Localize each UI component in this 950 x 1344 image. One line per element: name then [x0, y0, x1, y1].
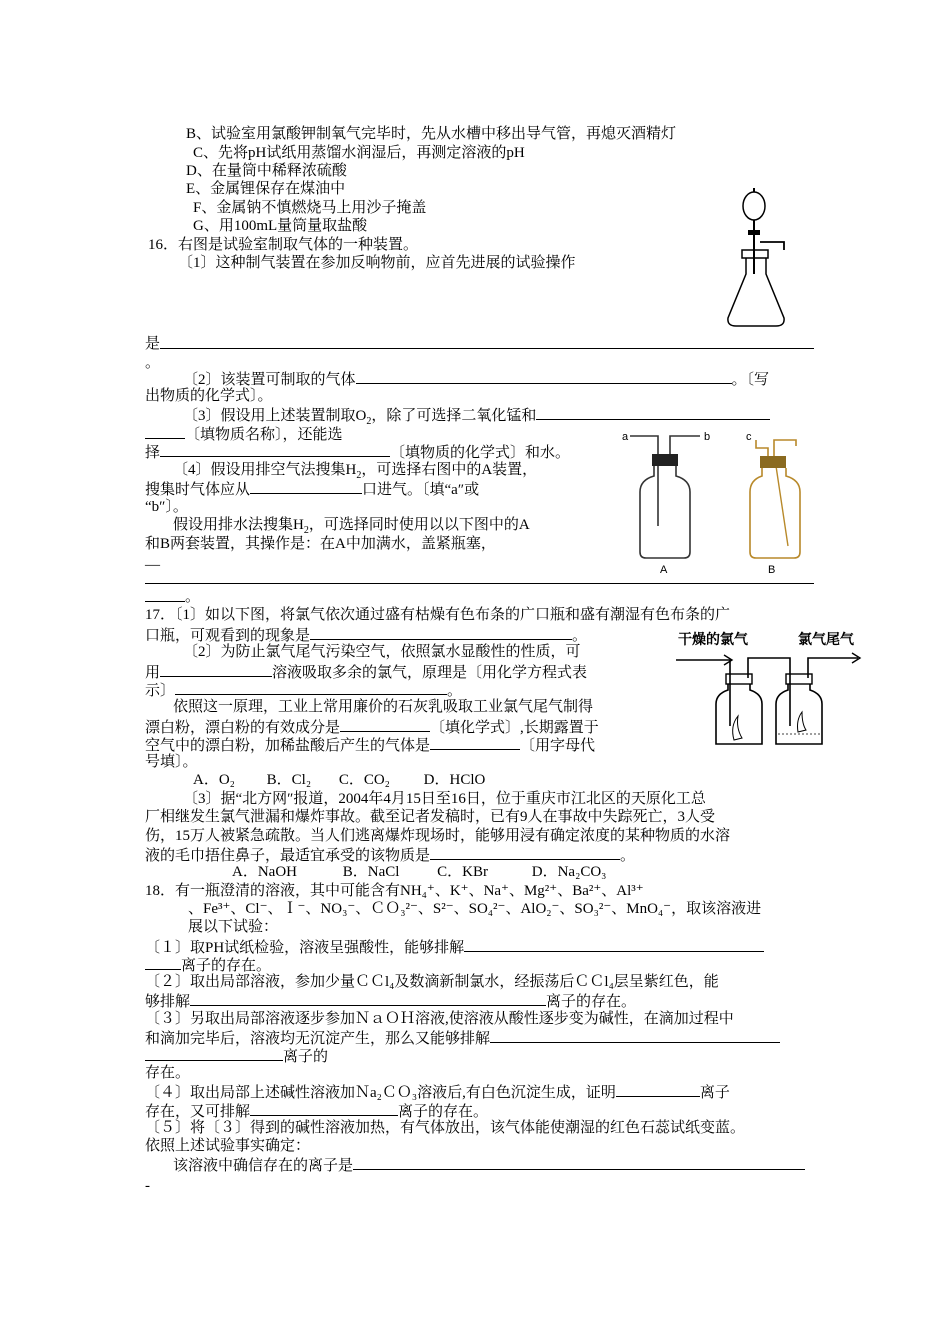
q18-step3-end: 存在。: [145, 1065, 191, 1081]
q17-opt2-c[interactable]: C．KBr: [437, 864, 489, 880]
q18-step5-cont: 依照上述试验事实确定：: [145, 1138, 311, 1154]
fig-label-dry-chlorine: 干燥的氯气: [678, 632, 748, 648]
q18-stem: 18．有一瓶澄清的溶液，其中可能含有NH₄⁺、K⁺、Na⁺、Mg²⁺、Ba²⁺、Al³⁺: [145, 883, 644, 899]
q15-option-e: E、金属锂保存在煤油中: [186, 181, 346, 197]
q16-part5: 假设用排水法搜集$H_2$，可选择同时使用以以下图中的A: [173, 517, 530, 536]
q18-step3-cont: 和滴加完毕后，溶液均无沉淀产生，那么又能够排解: [145, 1028, 780, 1048]
q16-part1-blank[interactable]: [160, 348, 814, 349]
q18-conclusion: 该溶液中确信存在的离子是: [173, 1155, 805, 1175]
bottles-a-b-figure: [618, 426, 814, 576]
q18-step4-blank2[interactable]: [250, 1101, 398, 1116]
q17-part4-l4: 液的毛巾捂住鼻子，最适宜承受的该物质是 。: [145, 845, 635, 865]
q17-option-b[interactable]: B．Cl₂: [266, 772, 312, 788]
q17-opt2-a[interactable]: A．NaOH: [232, 864, 297, 880]
q17-option-d[interactable]: D．HClO: [423, 772, 486, 788]
q17-option-c[interactable]: C．CO₂: [338, 772, 390, 788]
q15-option-d: D、在量筒中稀释浓硫酸: [186, 163, 347, 179]
q16-part2-blank[interactable]: [356, 369, 732, 384]
q18-step4-cont: 存在，又可排解 离子的存在。: [145, 1101, 488, 1121]
q17-option-a[interactable]: A．O₂: [193, 772, 235, 788]
fig-label-b: b: [704, 431, 711, 443]
q17-part4: 〔3〕据“北方网″报道，2004年4月15日至16日，位于重庆市江北区的天原化工总: [183, 791, 706, 807]
q17-part2-cont2: 示〕 。: [145, 680, 462, 700]
q18-end-dash: -: [145, 1178, 150, 1194]
q17-part2-blank1[interactable]: [160, 662, 272, 677]
q17-part3: 依照这一原理，工业上常用廉价的石灰乳吸取工业氯气尾气制得: [173, 699, 594, 715]
q15-option-f: F、金属钠不慎燃烧马上用沙子掩盖: [193, 200, 427, 216]
q18-conclusion-blank[interactable]: [353, 1155, 805, 1170]
q18-step5: 〔５〕将〔３〕得到的碱性溶液加热，有气体放出，该气体能使潮湿的红色石蕊试纸变蓝。: [145, 1120, 746, 1136]
q16-part3-blank1-cont[interactable]: [145, 424, 185, 439]
q17-part4-blank[interactable]: [430, 845, 620, 860]
q17-options: [193, 771, 485, 789]
fig-label-c: c: [746, 431, 752, 443]
q18-step1-blank[interactable]: [464, 937, 764, 952]
gas-generator-flask-figure: [722, 182, 794, 330]
fig-label-chlorine-tail: 氯气尾气: [798, 632, 854, 648]
q17-opt2-b[interactable]: B．NaCl: [342, 864, 400, 880]
q18-step1-cont: 离子的存在。: [145, 955, 271, 975]
q17-part2-blank2[interactable]: [175, 680, 447, 695]
q16-part4-cont: 搜集时气体应从 口进气。〔填“a″或: [145, 479, 479, 499]
q17-part3-blank2[interactable]: [430, 735, 520, 750]
q17-part1: 17．〔1〕如以下图，将氯气依次通过盛有枯燥有色布条的广口瓶和盛有潮湿有色布条的广: [145, 607, 731, 623]
q16-stem: 16．右图是试验室制取气体的一种装置。: [148, 237, 419, 253]
q16-part4-end: “b″〕。: [145, 499, 188, 515]
q18-step4-blank1[interactable]: [616, 1082, 700, 1097]
q18-ions-cont: 展以下试验：: [188, 919, 279, 935]
q18-step3-blank-cont[interactable]: [145, 1046, 283, 1061]
q16-part3-cont: 〔填物质名称〕，还能选: [145, 424, 343, 444]
q16-part3-cont2: 择 〔填物质的化学式〕和水。: [145, 442, 570, 462]
q18-step2-blank[interactable]: [190, 991, 546, 1006]
q15-option-c: C、先将pH试纸用蒸馏水润湿后，再测定溶液的pH: [193, 145, 525, 161]
q18-step3: 〔３〕另取出局部溶液逐步参加ＮａＯＨ溶液,使溶液从酸性逐步变为碱性，在滴加过程中: [145, 1011, 734, 1027]
q17-part1-cont: 口瓶，可观看到的现象是 。: [145, 625, 587, 645]
q17-part4-l2: 厂相继发生氯气泄漏和爆炸事故。截至记者发稿时，已有9人在事故中失踪死亡，3人受: [145, 809, 716, 825]
q17-part2-cont: 用 溶液吸取多余的氯气，原理是〔用化学方程式表: [145, 662, 587, 682]
q16-part1-is: 是: [145, 336, 161, 352]
q17-part4-l3: 伤，15万人被紧急疏散。当人们逃离爆炸现场时，能够用浸有确定浓度的某种物质的水溶: [145, 828, 731, 844]
q18-step2: 〔２〕取出局部溶液，参加少量ＣＣl₄及数滴新制氯水，经振荡后ＣＣl₄层呈紫红色，能: [145, 974, 719, 990]
q18-step4: 〔４〕取出局部上述碱性溶液加Ｎa₂ＣＯ₃溶液后,有白色沉淀生成，证明 离子: [145, 1082, 730, 1102]
chlorine-bottles-figure: [672, 628, 872, 752]
fig-label-bottle-a: A: [660, 564, 668, 576]
q17-part1-blank[interactable]: [310, 625, 572, 640]
q16-part2-cont: 出物质的化学式〕。: [145, 388, 273, 404]
q18-step1-blank-cont[interactable]: [145, 955, 181, 970]
q18-step2-cont: 够排解 离子的存在。: [145, 991, 636, 1011]
fig-label-bottle-b: B: [768, 564, 776, 576]
q17-part2: 〔2〕为防止氯气尾气污染空气，依照氯水显酸性的性质，可: [183, 644, 581, 660]
q16-part3-blank2[interactable]: [160, 442, 390, 457]
q15-option-g: G、用100mL量筒量取盐酸: [193, 218, 368, 234]
q18-step3-cont2: 离子的: [145, 1046, 328, 1066]
q17-part3-cont: 漂白粉，漂白粉的有效成分是 〔填化学式〕,长期露置于: [145, 717, 599, 737]
q17-part3-cont2: 空气中的漂白粉，加稀盐酸后产生的气体是 〔用字母代: [145, 735, 595, 755]
q17-part3-end: 号填〕。: [145, 754, 198, 770]
q17-options2: [232, 863, 606, 881]
q17-opt2-d[interactable]: D．Na₂CO₃: [531, 864, 607, 880]
q15-option-b: B、试验室用氯酸钾制氧气完毕时，先从水槽中移出导气管，再熄灭酒精灯: [186, 126, 677, 142]
q16-part5-cont: 和B两套装置，其操作是：在A中加满水，盖紧瓶塞，: [145, 536, 496, 552]
q16-part4: 〔4〕假设用排空气法搜集$H_2$，可选择右图中的A装置，: [173, 462, 538, 481]
q18-ions: 、Fe³⁺、Cl⁻、Ｉ⁻、NO₃⁻、ＣＯ₃²⁻、S²⁻、SO₄²⁻、AlO₂⁻、SO₃²⁻、MnO₄⁻，取该溶液进: [188, 901, 762, 917]
q16-part3: 〔3〕假设用上述装置制取$O_2$，除了可选择二氧化锰和: [183, 405, 770, 425]
q18-step1: 〔１〕取PH试纸检验，溶液呈强酸性，能够排解: [145, 937, 764, 957]
q16-part3-blank1[interactable]: [536, 405, 770, 420]
q16-part5-blank[interactable]: [145, 583, 814, 584]
q16-part5-blank-cont[interactable]: [145, 601, 185, 602]
q16-part1-end: 。: [145, 355, 161, 371]
q16-part2: 〔2〕该装置可制取的气体 。〔写: [183, 369, 769, 389]
q16-part4-blank[interactable]: [250, 479, 362, 494]
q18-step3-blank[interactable]: [490, 1028, 780, 1043]
q16-part5-dash: —: [145, 557, 160, 573]
q16-part1: 〔1〕这种制气装置在参加反响物前，应首先进展的试验操作: [178, 255, 576, 271]
q16-part5-end: 。: [185, 589, 201, 605]
fig-label-a: a: [622, 431, 629, 443]
q17-part3-blank1[interactable]: [340, 717, 430, 732]
